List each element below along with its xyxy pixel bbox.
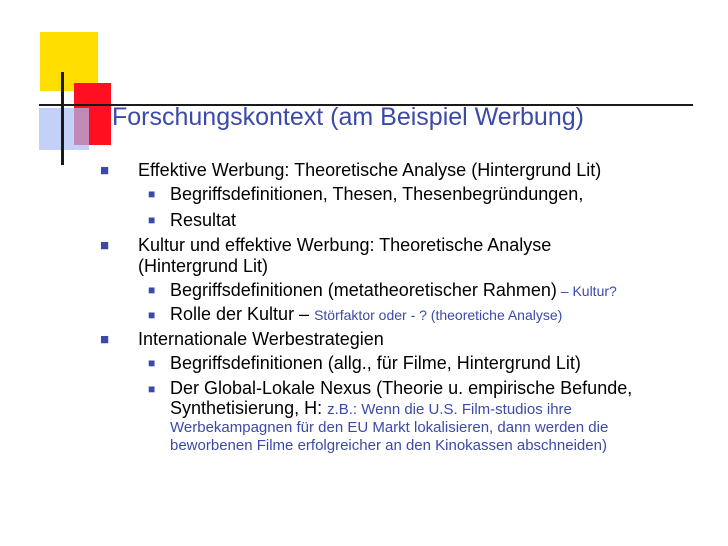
square-bullet-icon: ■ (100, 237, 110, 254)
bullet-level2-text: Resultat (170, 210, 237, 230)
bullet-level2-text (170, 280, 617, 301)
accent-text-cont: beworbenen Filme erfolgreicher an den Kinokassen abschneiden) (170, 437, 607, 454)
bullet-level1-text: Effektive Werbung: Theoretische Analyse (Hintergrund Lit) (138, 160, 602, 180)
bullet-level1-text: Kultur und effektive Werbung: Theoretische Analyse (138, 235, 552, 255)
accent-text: – Kultur? (556, 283, 617, 299)
bullet-level1-text: Internationale Werbestrategien (138, 329, 384, 349)
bullet-level2-text (170, 304, 562, 325)
bullet-level1-text-cont: (Hintergrund Lit) (138, 256, 269, 276)
square-bullet-icon: ■ (148, 213, 156, 227)
square-bullet-icon: ■ (100, 331, 110, 348)
item-text: Synthetisierung, H: (170, 398, 328, 418)
slide-title: Forschungskontext (am Beispiel Werbung) (112, 103, 584, 131)
bullet-level2-text-cont (170, 398, 572, 419)
square-bullet-icon: ■ (148, 356, 156, 370)
square-bullet-icon: ■ (148, 187, 156, 201)
square-bullet-icon: ■ (148, 308, 156, 322)
square-bullet-icon: ■ (148, 382, 156, 396)
square-bullet-icon: ■ (148, 283, 156, 297)
bullet-level2-text: Begriffsdefinitionen, Thesen, Thesenbegründungen, (170, 184, 584, 204)
bullet-level2-text: Der Global-Lokale Nexus (Theorie u. empirische Befunde, (170, 378, 633, 398)
accent-text: Störfaktor oder - ? (theoretiche Analyse) (314, 307, 563, 323)
square-bullet-icon: ■ (100, 162, 110, 179)
accent-text: z.B.: Wenn die U.S. Film-studios ihre (327, 401, 572, 418)
bullet-level2-text: Begriffsdefinitionen (allg., für Filme, Hintergrund Lit) (170, 353, 581, 373)
item-text: Begriffsdefinitionen (metatheoretischer Rahmen) (170, 280, 557, 300)
item-text: Rolle der Kultur – (170, 304, 315, 324)
accent-text-cont: Werbekampagnen für den EU Markt lokalisieren, dann werden die (170, 419, 609, 436)
